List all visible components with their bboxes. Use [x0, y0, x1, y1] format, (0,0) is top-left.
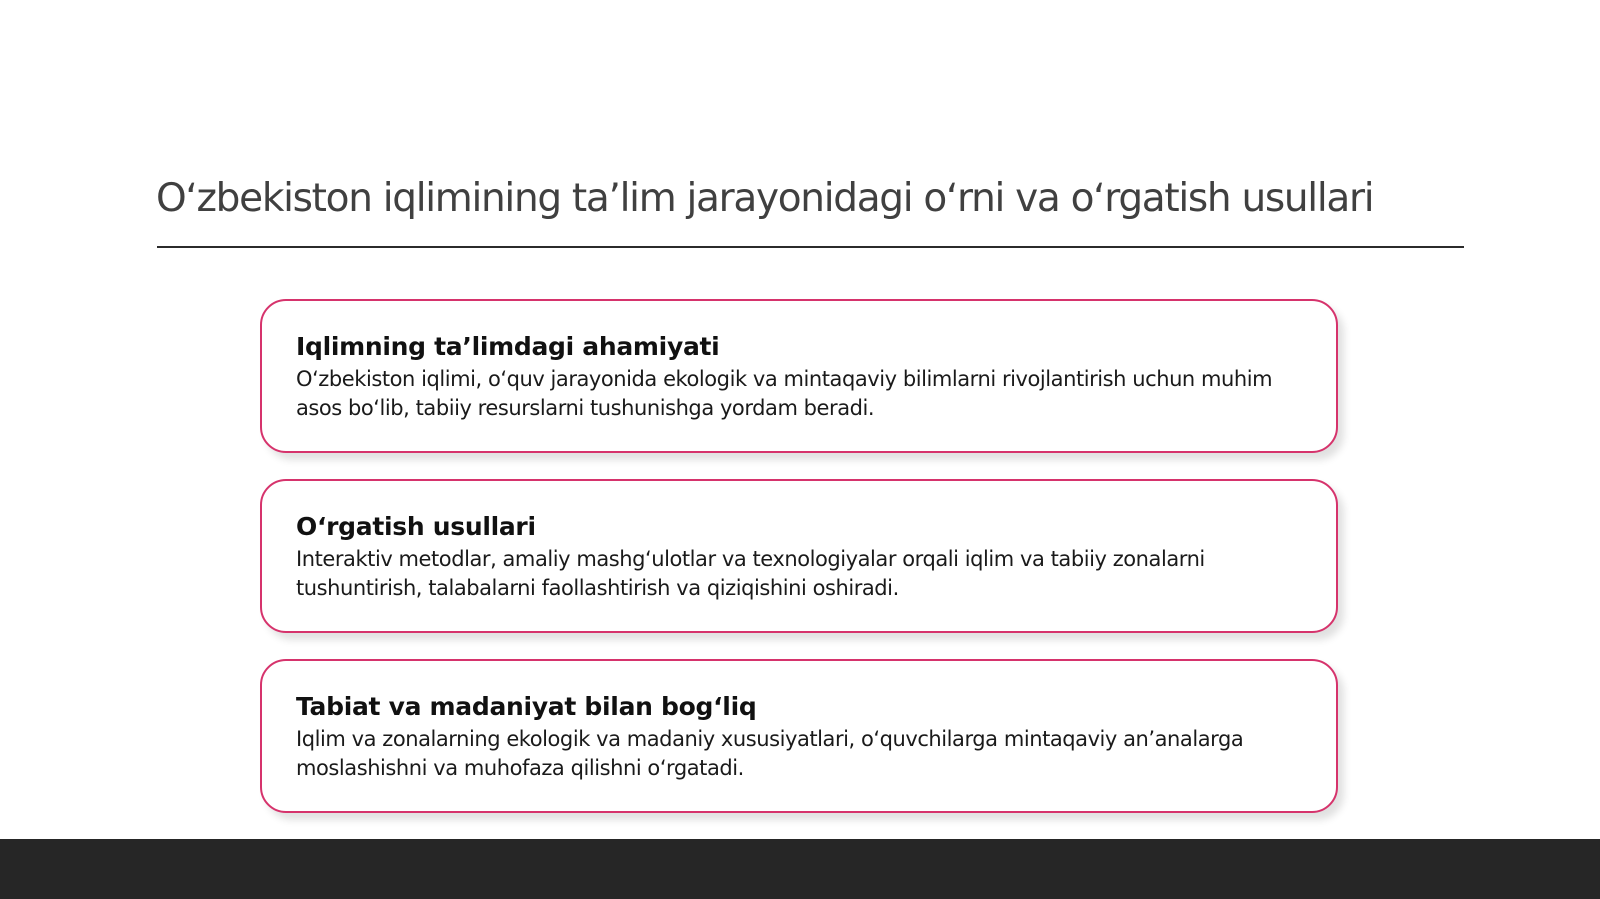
- card-teaching-methods: [260, 479, 1338, 633]
- card-nature-culture: [260, 659, 1338, 813]
- card-text: O‘zbekiston iqlimi, o‘quv jarayonida ekologik va mintaqaviy bilimlarni rivojlantirish uchun muhim asos bo‘lib, tabiiy resurslarni tushunishga yordam beradi.: [296, 367, 1273, 420]
- title-divider: [157, 246, 1464, 248]
- card-heading: O‘rgatish usullari: [296, 512, 536, 541]
- card-climate-importance: [260, 299, 1338, 453]
- card-text: Interaktiv metodlar, amaliy mashg‘ulotlar va texnologiyalar orqali iqlim va tabiiy zonalarni tushuntirish, talabalarni faollashtirish va qiziqishini oshiradi.: [296, 547, 1205, 600]
- footer-bar: [0, 839, 1600, 899]
- card-heading: Iqlimning ta’limdagi ahamiyati: [296, 332, 720, 361]
- card-heading: Tabiat va madaniyat bilan bog‘liq: [296, 692, 757, 721]
- card-text: Iqlim va zonalarning ekologik va madaniy xususiyatlari, o‘quvchilarga mintaqaviy an’analarga moslashishni va muhofaza qilishni o‘rgatadi.: [296, 727, 1244, 780]
- slide-title: O‘zbekiston iqlimining ta’lim jarayonidagi o‘rni va o‘rgatish usullari: [156, 176, 1374, 221]
